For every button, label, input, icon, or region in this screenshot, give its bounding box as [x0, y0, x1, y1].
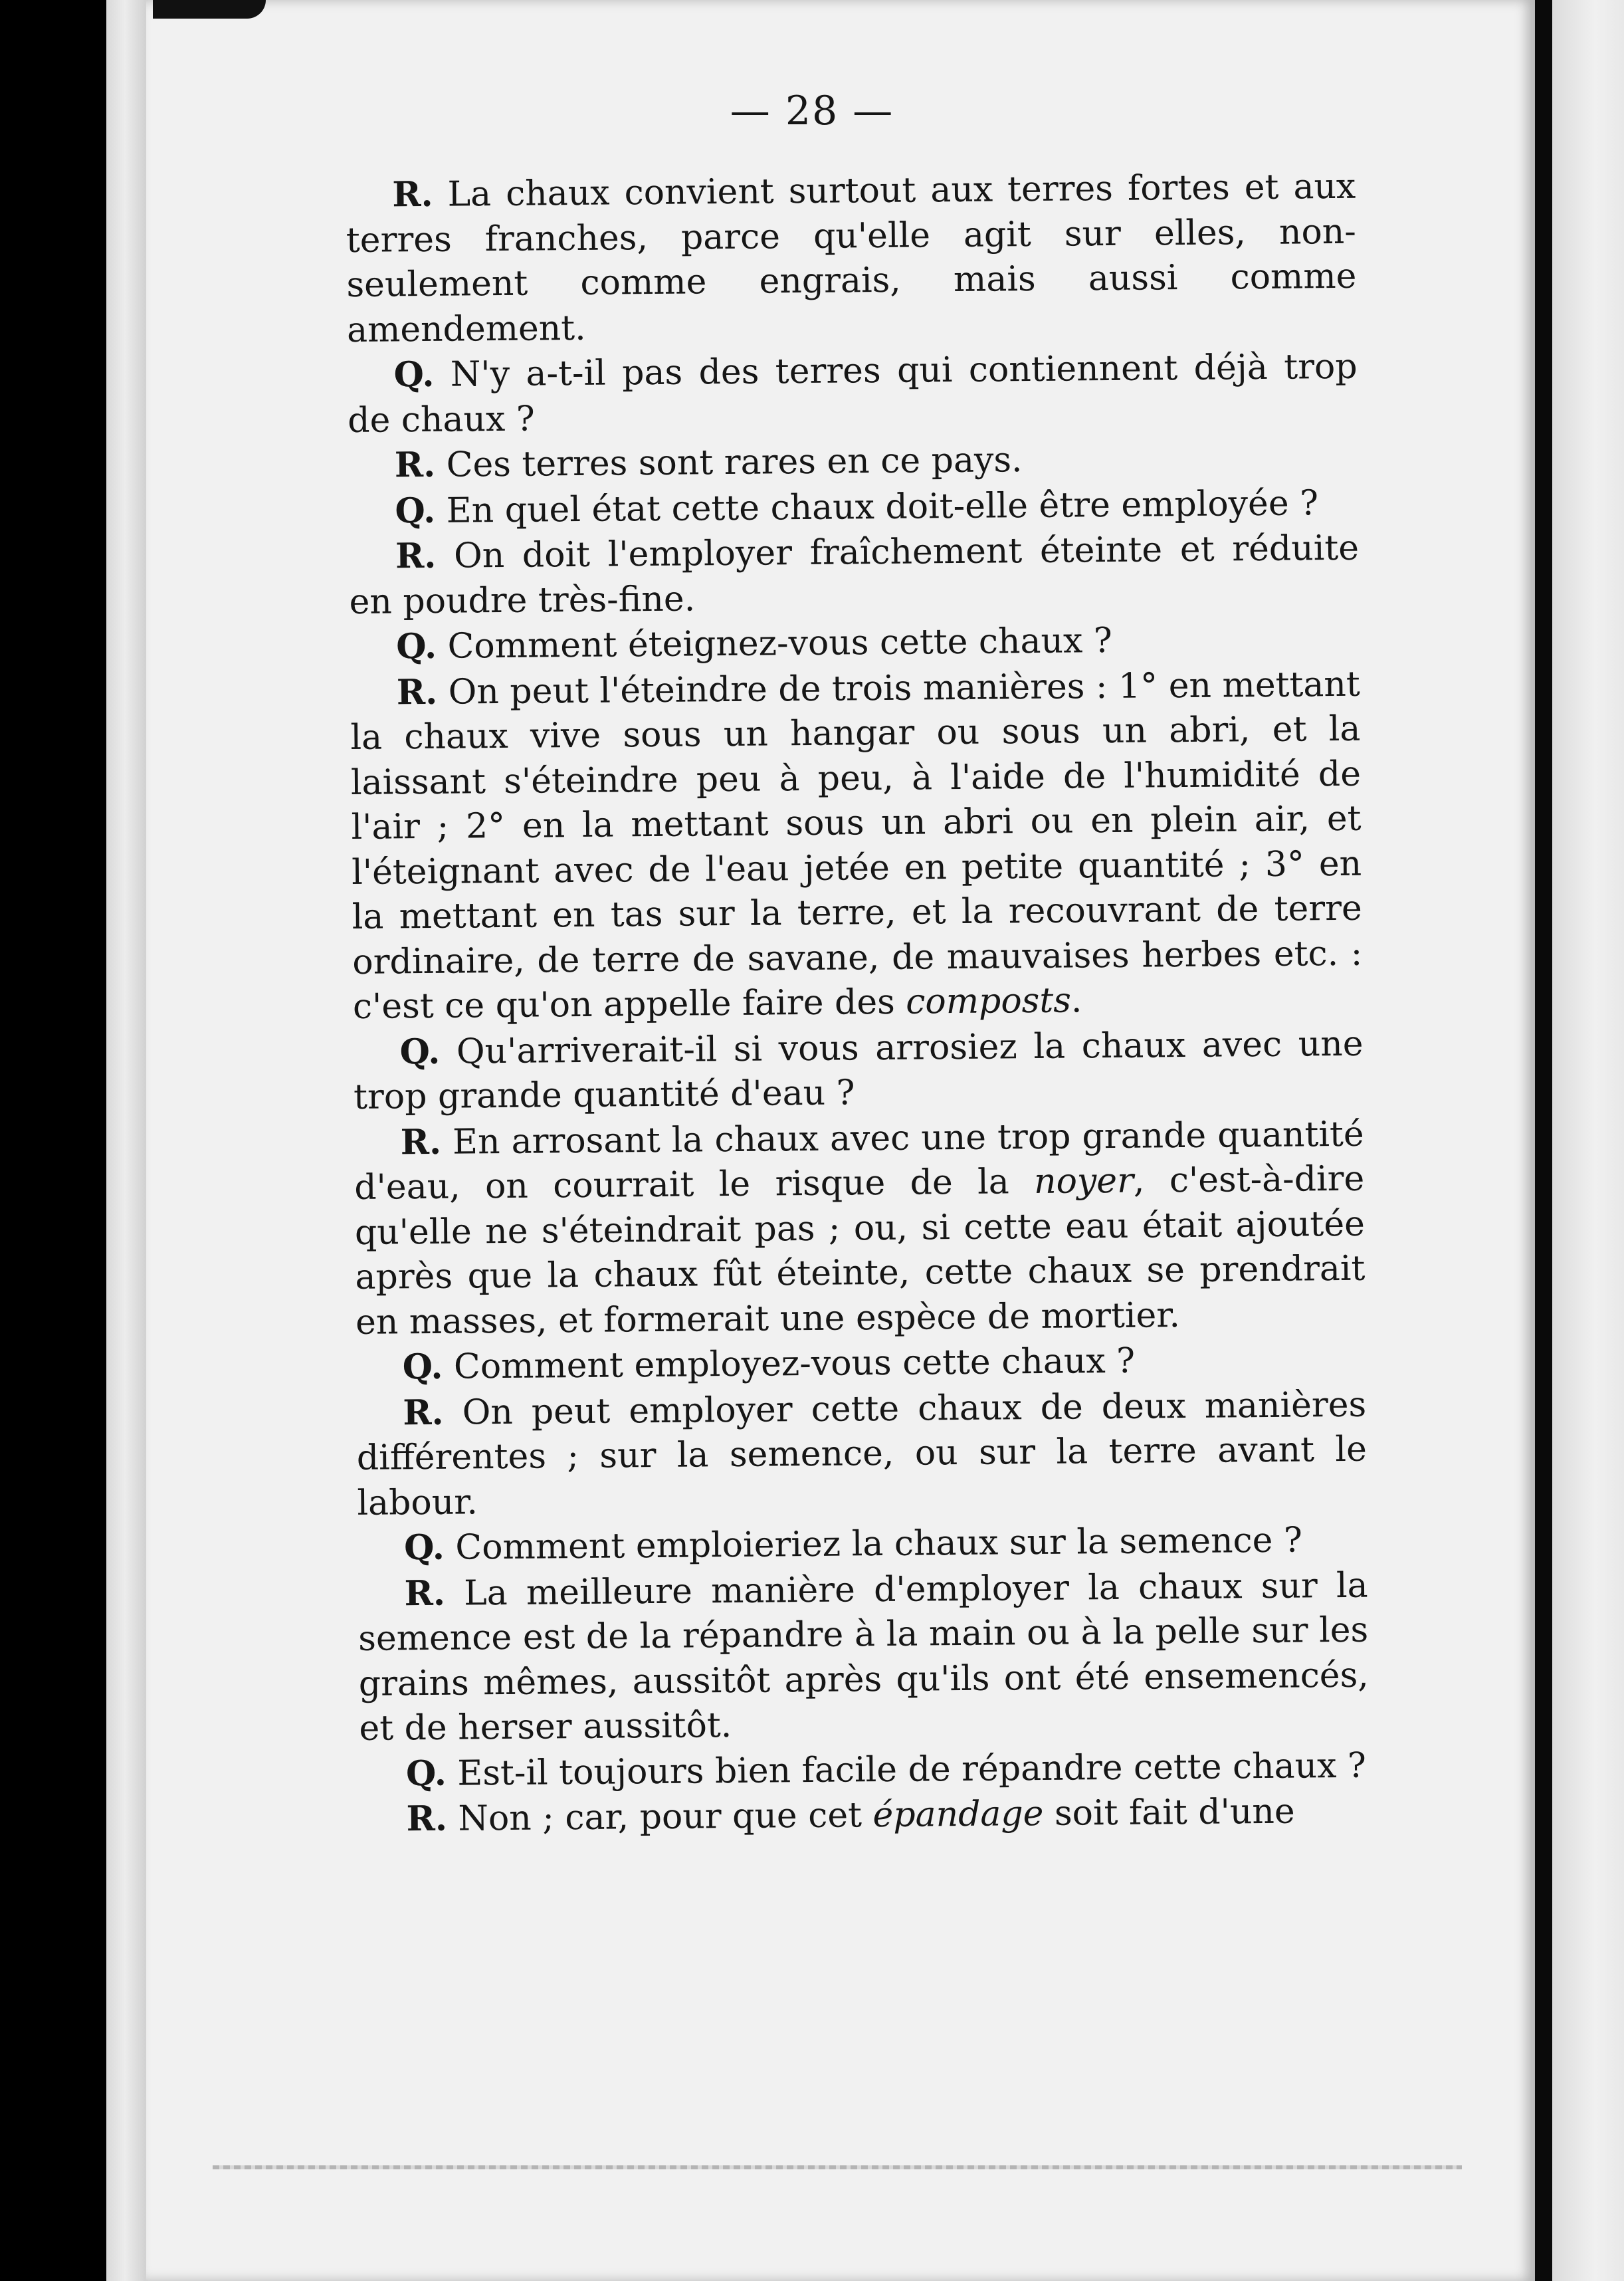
answer-paragraph	[356, 1382, 1368, 1526]
paragraph-text: La meilleure manière d'employer la chaux sur la semence est de la répandre à la main ou à la pelle sur les grains mêmes, aussitôt après qu'ils ont été ensemencés, et de herser aussitôt.	[357, 1565, 1370, 1749]
answer-paragraph	[349, 526, 1360, 625]
paragraph-text: soit fait d'une	[1043, 1791, 1295, 1834]
paragraph-text: On doit l'employer fraîchement éteinte et réduite en poudre très-fine.	[349, 528, 1360, 622]
paragraph-label: R.	[395, 535, 437, 577]
paragraph-text: N'y a-t-il pas des terres qui contiennent déjà trop de chaux ?	[347, 346, 1358, 441]
paragraph-label: R.	[392, 173, 433, 215]
paragraph-label: Q.	[393, 354, 435, 395]
paragraph-text: Ces terres sont rares en ce pays.	[435, 440, 1023, 485]
paragraph-text: Comment éteignez-vous cette chaux ?	[436, 620, 1113, 667]
paragraph-label: Q.	[403, 1527, 445, 1569]
paragraph-label: Q.	[405, 1753, 447, 1794]
question-paragraph	[347, 344, 1358, 443]
paragraph-label: R.	[403, 1392, 444, 1433]
paragraph-label: R.	[404, 1573, 446, 1614]
page-number: — 28 —	[730, 88, 894, 134]
answer-paragraph	[346, 164, 1357, 353]
italic-term: épandage	[872, 1793, 1044, 1836]
paragraph-label: Q.	[399, 1031, 441, 1072]
paragraph-text: .	[1070, 980, 1082, 1021]
answer-paragraph	[354, 1111, 1366, 1345]
paragraph-text: Comment employez-vous cette chaux ?	[443, 1341, 1136, 1387]
answer-paragraph	[357, 1563, 1369, 1751]
paragraph-label: R.	[400, 1121, 442, 1162]
page-gutter-shadow	[1535, 0, 1552, 2281]
paragraph-text: Est-il toujours bien facile de répandre cette chaux ?	[446, 1745, 1367, 1794]
adjacent-page-edge	[1552, 0, 1624, 2281]
paragraph-label: Q.	[402, 1346, 443, 1388]
paragraph-label: Q.	[395, 490, 436, 531]
paragraph-text: On peut l'éteindre de trois manières : 1° en mettant la chaux vive sous un hangar ou sous un abri, et la laissant s'éteindre peu à peu, à l'aide de l'humidité de l'air ; 2° en la mettant sous un abri ou en plein air, et l'éteignant avec de l'eau jetée en petite quantité ; 3° en la mettant en tas sur la terre, et la recouvrant de terre ordinaire, de terre de savane, de mauvaises herbes etc. : c'est ce qu'on appelle faire des	[350, 664, 1363, 1027]
paragraph-label: R.	[394, 444, 436, 486]
bottom-print-rule	[213, 2165, 1462, 2169]
paragraph-text: En quel état cette chaux doit-elle être employée ?	[435, 483, 1319, 531]
question-paragraph	[353, 1021, 1364, 1120]
answer-paragraph	[350, 661, 1364, 1030]
paragraph-label: R.	[396, 671, 438, 712]
paragraph-label: R.	[406, 1798, 448, 1840]
paragraph-text: , c'est-à-dire qu'elle ne s'éteindrait pas ; ou, si cette eau était ajoutée après que la chaux fût éteinte, cette chaux se prendrait en masses, et formerait une espèce de mortier.	[354, 1158, 1366, 1343]
paragraph-text: Qu'arriverait-il si vous arrosiez la chaux avec une trop grande quantité d'eau ?	[353, 1024, 1364, 1117]
question-paragraph	[357, 1517, 1368, 1572]
italic-term: composts	[906, 980, 1072, 1022]
answer-paragraph	[359, 1789, 1370, 1843]
paragraph-label: Q.	[395, 625, 437, 667]
paragraph-text: En arrosant la chaux avec une trop grande quantité d'eau, on courrait le risque de la	[354, 1114, 1364, 1208]
paragraph-text: Non ; car, pour que cet	[447, 1795, 873, 1839]
qa-text-block	[346, 164, 1370, 1843]
italic-term: noyer	[1033, 1160, 1134, 1202]
paragraph-text: La chaux convient surtout aux terres fortes et aux terres franches, parce qu'elle agit sur elles, non-seulement comme engrais, mais aussi comme amendement.	[346, 166, 1357, 350]
top-corner-ink-mark	[153, 0, 266, 19]
paragraph-text: Comment emploieriez la chaux sur la semence ?	[444, 1520, 1303, 1568]
paragraph-text: On peut employer cette chaux de deux manières différentes ; sur la semence, ou sur la terre avant le labour.	[356, 1384, 1368, 1523]
